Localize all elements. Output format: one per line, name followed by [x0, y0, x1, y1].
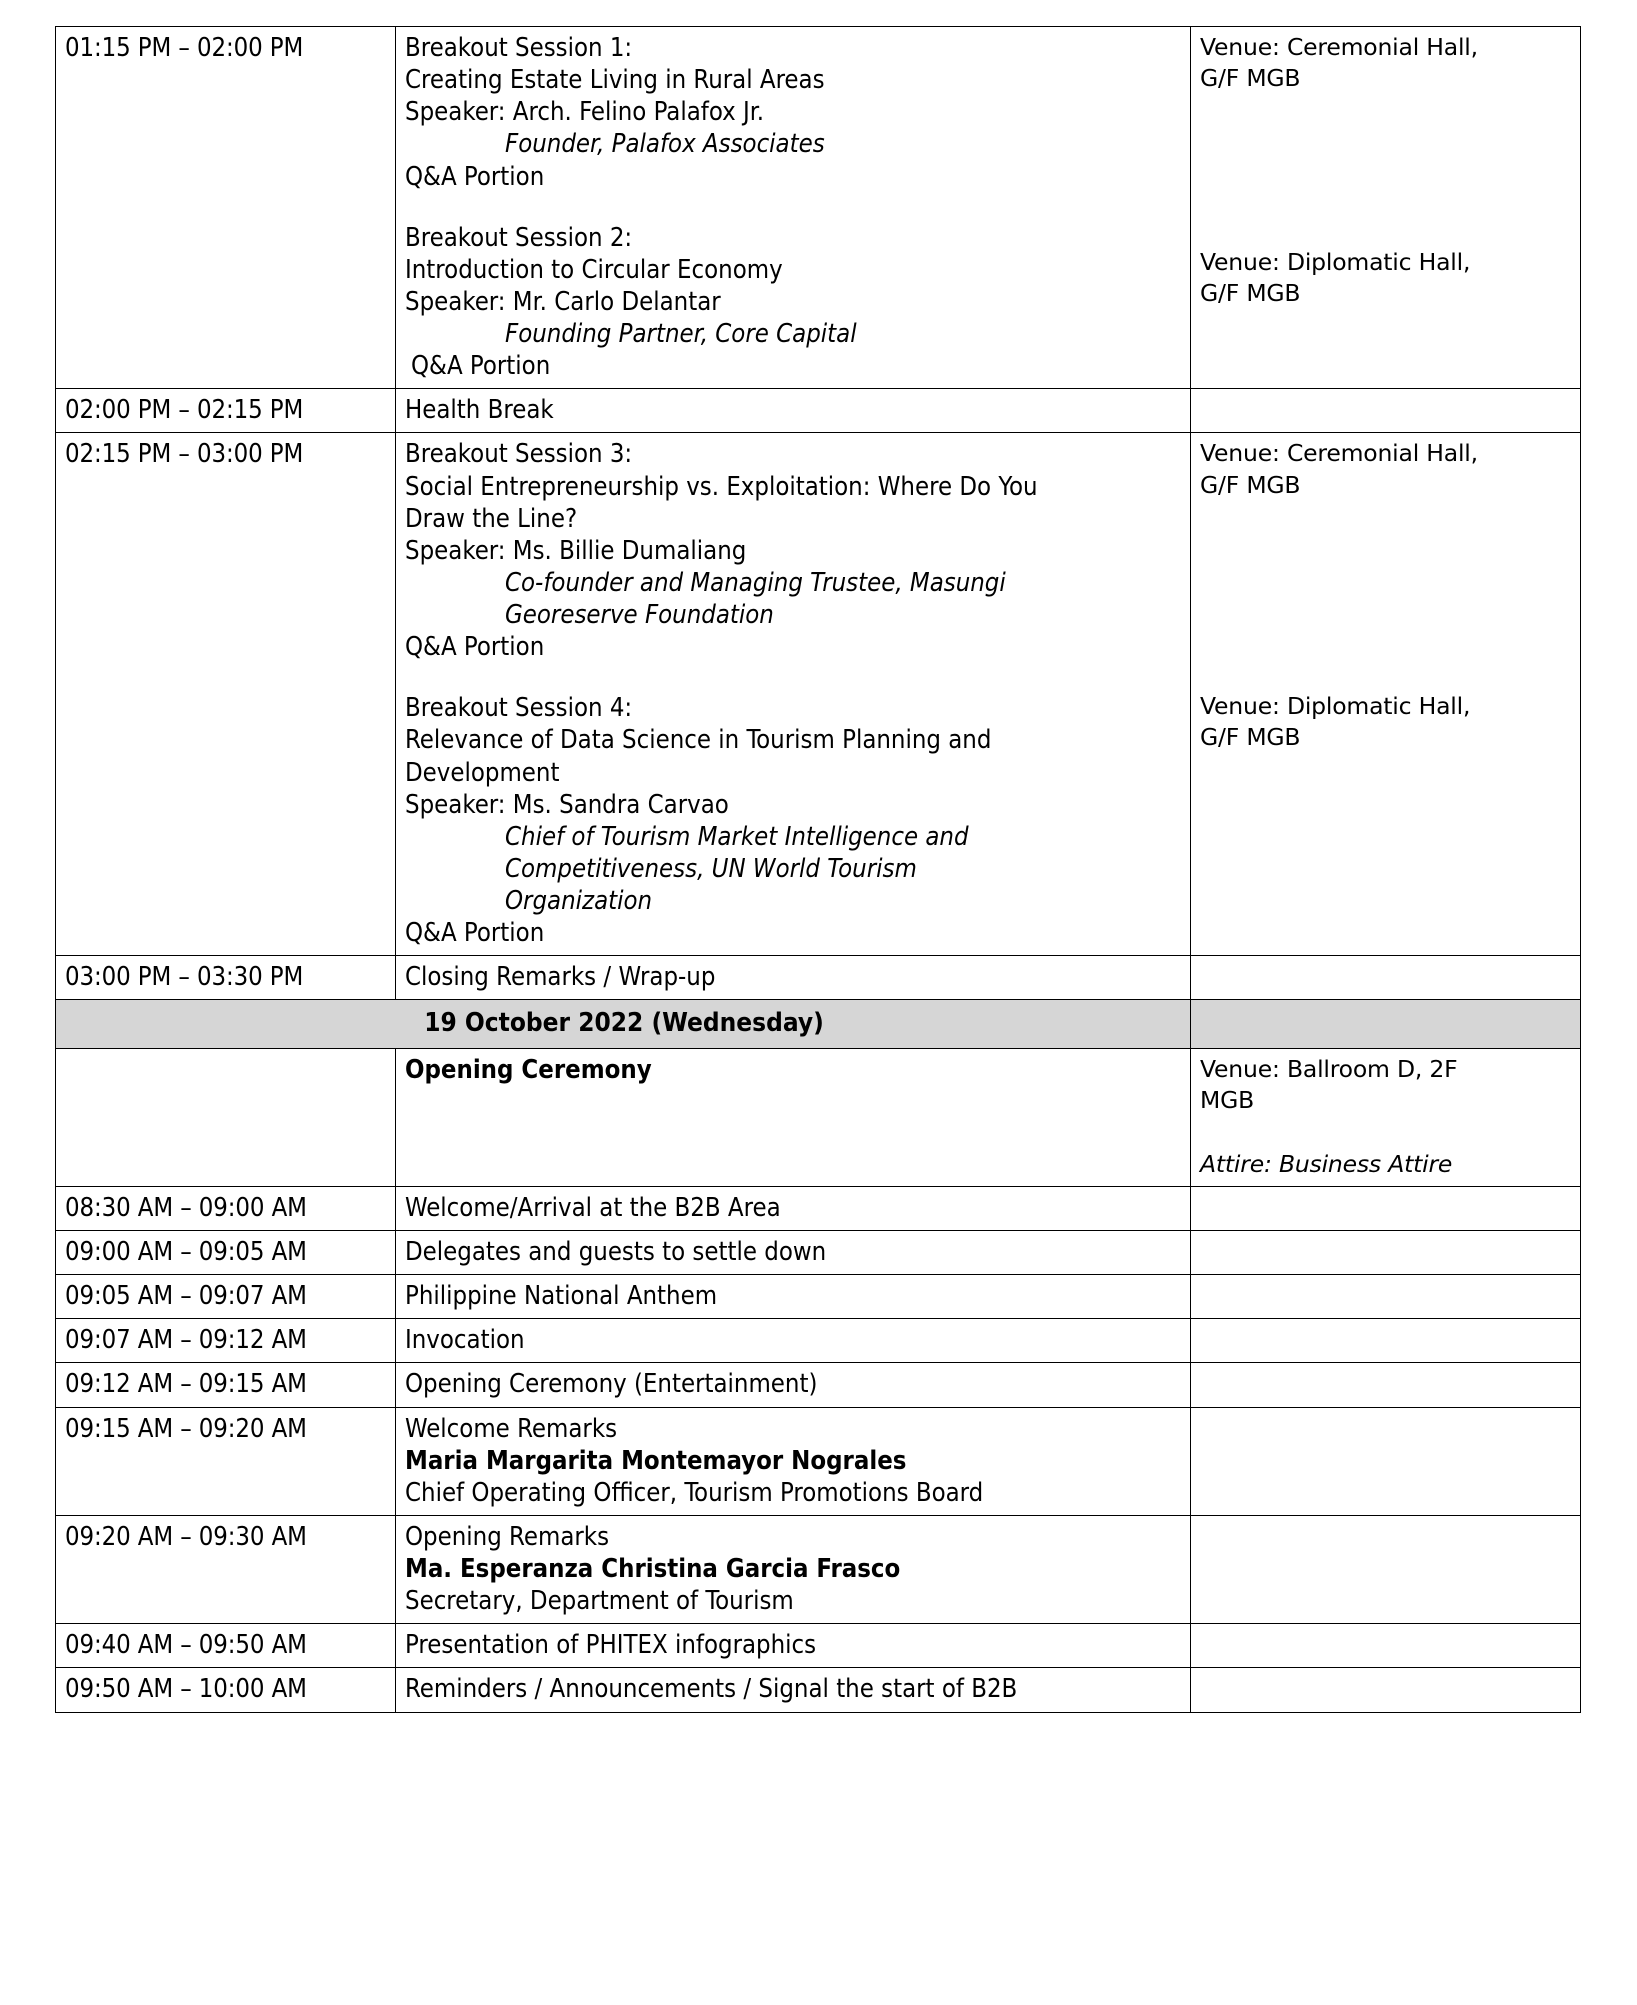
table-row: [56, 1668, 1581, 1712]
venue-gap: [1200, 1117, 1573, 1149]
venue-cell: [1191, 1319, 1581, 1363]
venue-block: [1200, 32, 1573, 95]
activity-line: Chief of Tourism Market Intelligence and: [505, 821, 969, 852]
activity-cell: [396, 1407, 1191, 1515]
activity-line: Draw the Line?: [405, 503, 578, 534]
activity-line: Social Entrepreneurship vs. Exploitation: Where Do You: [405, 471, 1038, 502]
venue-cell: [1191, 27, 1581, 389]
venue-line: G/F MGB: [1200, 278, 1301, 307]
venue-line: Venue: Ceremonial Hall,: [1200, 439, 1478, 468]
table-row: [56, 1407, 1581, 1515]
activity-line: Health Break: [405, 395, 554, 426]
venue-line: Venue: Ballroom D, 2F: [1200, 1055, 1458, 1084]
activity-line: Breakout Session 1:: [405, 33, 633, 63]
venue-line: G/F MGB: [1200, 64, 1301, 93]
activity-cell: [396, 389, 1191, 433]
venue-line: MGB: [1200, 1086, 1255, 1115]
table-row: [56, 1515, 1581, 1623]
activity-line: Q&A Portion: [405, 918, 545, 949]
venue-line: Attire: Business Attire: [1200, 1149, 1453, 1178]
time-cell: 03:00 PM – 03:30 PM: [56, 956, 396, 1000]
activity-line: Closing Remarks / Wrap-up: [405, 962, 716, 993]
table-row: [56, 956, 1581, 1000]
time-cell: 01:15 PM – 02:00 PM: [56, 27, 396, 389]
activity-cell: [396, 1049, 1191, 1187]
table-row: [56, 1624, 1581, 1668]
venue-line: Venue: Diplomatic Hall,: [1200, 247, 1471, 276]
activity-line: Q&A Portion: [411, 351, 551, 382]
activity-line: Opening Ceremony: [405, 1055, 652, 1086]
activity-line: Breakout Session 3:: [405, 439, 633, 470]
time-cell: 09:40 AM – 09:50 AM: [56, 1624, 396, 1668]
activity-line: Speaker: Arch. Felino Palafox Jr.: [405, 97, 765, 128]
activity-line: Introduction to Circular Economy: [405, 254, 783, 285]
activity-cell: [396, 1319, 1191, 1363]
time-cell: 02:00 PM – 02:15 PM: [56, 389, 396, 433]
activity-line: Invocation: [405, 1325, 525, 1356]
time-cell: 09:00 AM – 09:05 AM: [56, 1231, 396, 1275]
venue-line: G/F MGB: [1200, 470, 1301, 499]
activity-line: Founder, Palafox Associates: [505, 129, 825, 160]
activity-line: Secretary, Department of Tourism: [405, 1586, 794, 1617]
activity-cell: [396, 27, 1191, 389]
time-cell: 09:15 AM – 09:20 AM: [56, 1407, 396, 1515]
venue-cell: [1191, 1186, 1581, 1230]
venue-line: Venue: Diplomatic Hall,: [1200, 691, 1471, 720]
table-row: [56, 1363, 1581, 1407]
table-row: [56, 433, 1581, 956]
venue-cell: [1191, 1407, 1581, 1515]
activity-cell: [396, 1515, 1191, 1623]
table-row: [56, 1049, 1581, 1187]
activity-line: Creating Estate Living in Rural Areas: [405, 65, 825, 96]
vertical-spacer: [405, 663, 1183, 692]
activity-line: Ma. Esperanza Christina Garcia Frasco: [405, 1554, 901, 1584]
venue-cell: [1191, 1668, 1581, 1712]
activity-line: Maria Margarita Montemayor Nograles: [405, 1445, 907, 1476]
programme-schedule-table: [55, 26, 1581, 1713]
venue-gap: [1200, 95, 1573, 247]
activity-cell: [396, 1231, 1191, 1275]
activity-cell: [396, 1624, 1191, 1668]
venue-gap: [1200, 501, 1573, 691]
activity-cell: [396, 1668, 1191, 1712]
activity-line: Opening Remarks: [405, 1521, 610, 1552]
activity-line: Delegates and guests to settle down: [405, 1237, 827, 1267]
date-banner-venue-cell: [1191, 1000, 1581, 1049]
time-cell: 09:12 AM – 09:15 AM: [56, 1363, 396, 1407]
vertical-spacer: [405, 193, 1183, 222]
venue-cell: [1191, 1363, 1581, 1407]
activity-line: Q&A Portion: [405, 161, 545, 192]
venue-cell: [1191, 1231, 1581, 1275]
activity-line: Presentation of PHITEX infographics: [405, 1630, 817, 1661]
time-cell: 09:07 AM – 09:12 AM: [56, 1319, 396, 1363]
venue-block: [1200, 1149, 1573, 1180]
activity-line: Breakout Session 4:: [405, 693, 633, 724]
activity-line: Speaker: Mr. Carlo Delantar: [405, 286, 721, 317]
time-cell: 08:30 AM – 09:00 AM: [56, 1186, 396, 1230]
venue-block: [1200, 438, 1573, 501]
time-cell: 09:05 AM – 09:07 AM: [56, 1275, 396, 1319]
activity-line: Opening Ceremony (Entertainment): [405, 1369, 818, 1400]
vertical-spacer: [405, 1086, 1183, 1146]
venue-cell: [1191, 389, 1581, 433]
venue-cell: [1191, 1624, 1581, 1668]
activity-line: Philippine National Anthem: [405, 1281, 718, 1312]
venue-cell: [1191, 433, 1581, 956]
activity-line: Reminders / Announcements / Signal the start of B2B: [405, 1674, 1018, 1705]
activity-line: Development: [405, 757, 560, 788]
activity-line: Speaker: Ms. Sandra Carvao: [405, 789, 729, 820]
activity-line: Organization: [505, 886, 653, 916]
activity-line: Breakout Session 2:: [405, 222, 633, 253]
time-cell: 09:50 AM – 10:00 AM: [56, 1668, 396, 1712]
activity-cell: [396, 1363, 1191, 1407]
venue-cell: [1191, 1515, 1581, 1623]
venue-block: [1200, 1054, 1573, 1117]
activity-line: Founding Partner, Core Capital: [505, 319, 857, 349]
activity-cell: [396, 1275, 1191, 1319]
activity-cell: [396, 1186, 1191, 1230]
activity-line: Welcome Remarks: [405, 1413, 618, 1444]
time-cell: [56, 1049, 396, 1187]
time-cell: 02:15 PM – 03:00 PM: [56, 433, 396, 956]
table-row: [56, 389, 1581, 433]
activity-line: Co-founder and Managing Trustee, Masungi: [505, 567, 1006, 598]
table-row: [56, 27, 1581, 389]
venue-line: Venue: Ceremonial Hall,: [1200, 33, 1478, 61]
schedule-table-body: [56, 27, 1581, 1713]
activity-line: Relevance of Data Science in Tourism Planning and: [405, 725, 992, 756]
venue-cell: [1191, 956, 1581, 1000]
activity-cell: [396, 956, 1191, 1000]
table-row: [56, 1275, 1581, 1319]
venue-cell: [1191, 1049, 1581, 1187]
table-row: [56, 1186, 1581, 1230]
venue-block: [1200, 247, 1573, 310]
activity-cell: [396, 433, 1191, 956]
activity-line: Welcome/Arrival at the B2B Area: [405, 1192, 781, 1223]
activity-line: Competitiveness, UN World Tourism: [505, 853, 917, 884]
activity-line: Chief Operating Officer, Tourism Promotions Board: [405, 1477, 984, 1508]
activity-line: Speaker: Ms. Billie Dumaliang: [405, 535, 747, 566]
venue-block: [1200, 691, 1573, 754]
time-cell: 09:20 AM – 09:30 AM: [56, 1515, 396, 1623]
table-row: [56, 1231, 1581, 1275]
venue-cell: [1191, 1275, 1581, 1319]
venue-line: G/F MGB: [1200, 723, 1301, 752]
date-banner-label: 19 October 2022 (Wednesday): [56, 1000, 1191, 1049]
date-banner-row: [56, 1000, 1581, 1049]
table-row: [56, 1319, 1581, 1363]
activity-line: Q&A Portion: [405, 632, 545, 663]
activity-line: Georeserve Foundation: [505, 600, 774, 630]
